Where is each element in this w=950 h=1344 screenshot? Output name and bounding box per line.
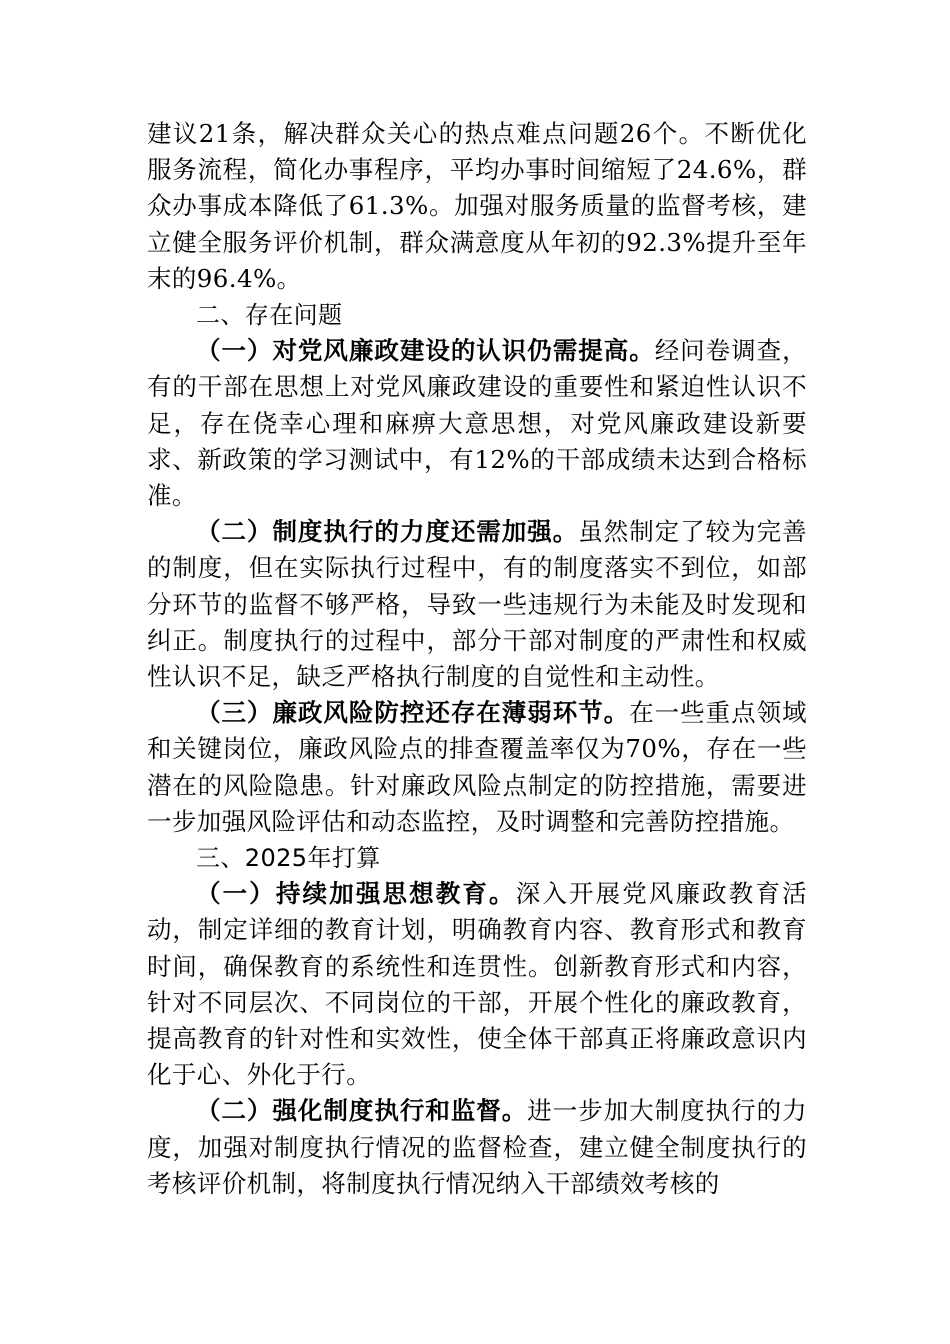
section-heading-problems: 二、存在问题 [196,301,343,330]
document-body [147,116,807,1202]
paragraph-lead: （一）对党风廉政建设的认识仍需提高。 [196,336,655,366]
paragraph-text: 进一步加大制度执行的力度，加强对制度执行情况的监督检查，建立健全制度执行的考核评价机制，将制度执行情况纳入干部绩效考核的 [147,1096,808,1198]
paragraph-text: 深入开展党风廉政教育活动，制定详细的教育计划，明确教育内容、教育形式和教育时间，确保教育的系统性和连贯性。创新教育形式和内容，针对不同层次、不同岗位的干部，开展个性化的廉政教育，提高教育的针对性和实效性，使全体干部真正将廉政意识内化于心、外化于行。 [147,879,807,1090]
paragraph-plan-2 [147,1093,807,1202]
paragraph-text: 建议21条，解决群众关心的热点难点问题26个。不断优化服务流程，简化办事程序，平均办事时间缩短了24.6%，群众办事成本降低了61.3%。加强对服务质量的监督考核，建立健全服务评价机制，群众满意度从年初的92.3%提升至年末的96.4%。 [147,119,807,293]
section-heading-plans: 三、2025年打算 [196,844,381,873]
paragraph-service-results [147,116,807,297]
paragraph-text: 在一些重点领域和关键岗位，廉政风险点的排查覆盖率仅为70%，存在一些潜在的风险隐患。针对廉政风险点制定的防控措施，需要进一步加强风险评估和动态监控，及时调整和完善防控措施。 [147,698,807,836]
paragraph-lead: （一）持续加强思想教育。 [196,879,516,909]
paragraph-problem-1 [147,333,807,514]
paragraph-lead: （二）强化制度执行和监督。 [196,1096,528,1126]
paragraph-problem-3 [147,695,807,840]
paragraph-text: 虽然制定了较为完善的制度，但在实际执行过程中，有的制度落实不到位，如部分环节的监督不够严格，导致一些违规行为未能及时发现和纠正。制度执行的过程中，部分干部对制度的严肃性和权威性认识不足，缺乏严格执行制度的自觉性和主动性。 [147,517,807,692]
paragraph-problem-2 [147,514,807,695]
paragraph-lead: （三）廉政风险防控还存在薄弱环节。 [196,698,630,728]
paragraph-text: 经问卷调查，有的干部在思想上对党风廉政建设的重要性和紧迫性认识不足，存在侥幸心理和麻痹大意思想，对党风廉政建设新要求、新政策的学习测试中，有12%的干部成绩未达到合格标准。 [147,336,807,511]
paragraph-plan-1 [147,876,807,1093]
paragraph-lead: （二）制度执行的力度还需加强。 [196,517,579,547]
